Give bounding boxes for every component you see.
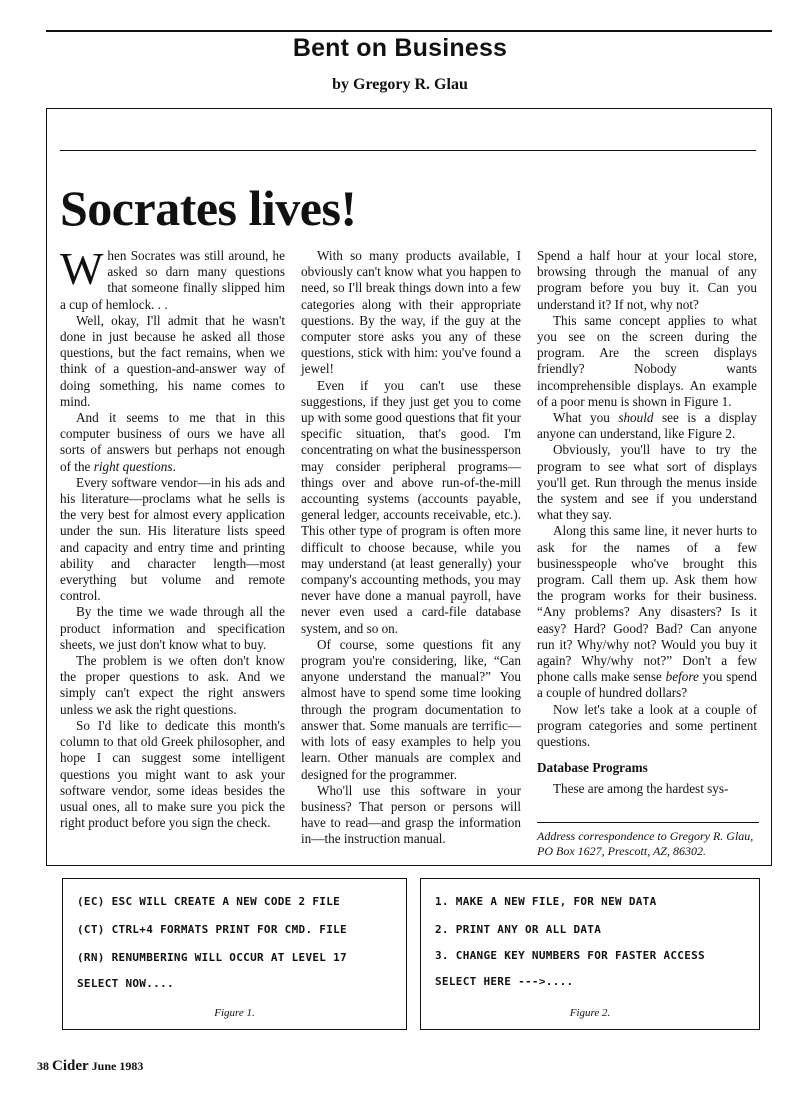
paragraph-text: Who'll use this software in your business? That person or persons will have to read—and grasp the information in—the instruction manual. bbox=[301, 782, 521, 847]
figure-2-box bbox=[420, 878, 760, 1030]
emphasis: before bbox=[665, 669, 699, 685]
paragraph bbox=[301, 248, 521, 378]
menu-line: 1. MAKE A NEW FILE, FOR NEW DATA bbox=[435, 895, 657, 908]
paragraph-tail: see is a display anyone can understand, like Figure 2. bbox=[537, 410, 757, 442]
top-rule bbox=[46, 30, 772, 32]
paragraph-text: Every software vendor—in his ads and his literature—proclams what he sells is the very best for almost every application under the sun. His literature lists speed and capacity and entry time and printing ability and character length—most everything but volume and remote control. bbox=[60, 474, 285, 604]
magazine-logo: Cider bbox=[52, 1058, 89, 1074]
emphasis: should bbox=[618, 410, 654, 426]
paragraph bbox=[537, 248, 757, 313]
paragraph: These are among the hardest sys- bbox=[553, 780, 729, 796]
paragraph bbox=[60, 243, 285, 313]
paragraph bbox=[60, 653, 285, 718]
paragraph bbox=[301, 378, 521, 637]
paragraph-text: And it seems to me that in this computer business of ours we have all sorts of answers but perhaps not enough of the bbox=[60, 410, 285, 474]
figure-2-caption: Figure 2. bbox=[569, 1007, 611, 1019]
column-title: Bent on Business bbox=[292, 34, 508, 62]
drop-cap: W bbox=[60, 243, 104, 294]
paragraph-text: With so many products available, I obviously can't know what you happen to need, so I'll break things down into a few categories along with their appropriate questions. By the way, if the guy at the computer store asks you any of these questions, stick with him: you've found a jewel! bbox=[301, 248, 521, 377]
paragraph-text: This same concept applies to what you see on the screen during the program. Are the screen displays friendly? Nobody wants incomprehensible displays. An example of a poor menu is shown in Figure 1. bbox=[537, 312, 757, 409]
paragraph bbox=[537, 523, 757, 701]
page-number: 38 bbox=[37, 1059, 49, 1073]
address-note: Address correspondence to Gregory R. Glau, PO Box 1627, Prescott, AZ, 86302. bbox=[537, 822, 759, 859]
issue-date: June 1983 bbox=[91, 1059, 144, 1073]
paragraph bbox=[537, 313, 757, 410]
menu-line: SELECT NOW.... bbox=[77, 977, 174, 990]
paragraph-text: Even if you can't use these suggestions, if they just get you to come up with some good questions that fit your specific situation, that's good. I'm concentrating on what the businessperson may consider peripheral programs—things over and above run-of-the-mill accounting systems (accounts payable, general ledger, accounts receivable, etc.). This other type of program is often more difficult to choose because, while you may understand (at least generally) your company's accounting methods, you may never have done a manual payroll, have never even used a card-file database system, and so on. bbox=[301, 377, 521, 636]
paragraph-text: Now let's take a look at a couple of program categories and some pertinent questions. bbox=[537, 701, 757, 750]
menu-line: 3. CHANGE KEY NUMBERS FOR FASTER ACCESS bbox=[435, 949, 705, 962]
paragraph-text: The problem is we often don't know the proper questions to ask. And we simply can't expect the right answers unless we ask the right questions. bbox=[60, 653, 285, 717]
figure-1-caption: Figure 1. bbox=[214, 1007, 255, 1019]
paragraph bbox=[60, 718, 285, 831]
section-subhead: Database Programs bbox=[537, 760, 648, 776]
figure-1-box bbox=[62, 878, 407, 1030]
paragraph bbox=[537, 702, 757, 751]
menu-line: 2. PRINT ANY OR ALL DATA bbox=[435, 923, 602, 936]
paragraph-text: Along this same line, it never hurts to ask for the names of a few businesspeople who've brought this program. Call them up. Ask them how the program works for their business. “Any problems? Any disasters? Is it easy? Hard? Good? Bad? Can anyone run it? Why/why not? Would you buy it again? Why/why not?” Don't a few phone calls make sense bbox=[537, 523, 757, 685]
paragraph bbox=[537, 442, 757, 523]
paragraph bbox=[60, 475, 285, 605]
paragraph-text: hen Socrates was still around, he asked so darn many questions that someone finally slipped him a cup of hemlock. . . bbox=[60, 248, 285, 312]
paragraph-text: By the time we wade through all the product information and specification sheets, we just don't know what to buy. bbox=[60, 604, 285, 652]
article-column-1 bbox=[60, 243, 285, 831]
article-column-3 bbox=[537, 248, 757, 797]
menu-line: SELECT HERE --->.... bbox=[435, 975, 574, 988]
paragraph bbox=[301, 783, 521, 848]
paragraph-text: Of course, some questions fit any program you're considering, like, “Can anyone understand the manual?” You almost have to spend some time looking through the program documentation to answer that. Some manuals are terrific—with lots of easy examples to help you learn. Other manuals are complex and designed for the programmer. bbox=[301, 636, 521, 782]
emphasis: right questions bbox=[93, 458, 173, 474]
byline: by Gregory R. Glau bbox=[332, 76, 468, 93]
paragraph-text: Spend a half hour at your local store, browsing through the manual of any program before you buy it. Can you understand it? If not, why not? bbox=[537, 248, 757, 312]
paragraph-tail: you spend a couple of hundred dollars? bbox=[537, 669, 757, 701]
paragraph bbox=[301, 637, 521, 783]
paragraph bbox=[60, 313, 285, 410]
paragraph bbox=[60, 604, 285, 653]
paragraph-text: Well, okay, I'll admit that he wasn't done in just because he asked all those questions, but the fact remains, when we think of a question-and-answer way of doing something, his name comes to mind. bbox=[60, 312, 285, 409]
menu-line: (CT) CTRL+4 FORMATS PRINT FOR CMD. FILE bbox=[77, 923, 347, 936]
paragraph-text: What you bbox=[553, 410, 619, 426]
paragraph bbox=[537, 410, 757, 442]
paragraph bbox=[60, 410, 285, 475]
menu-line: (EC) ESC WILL CREATE A NEW CODE 2 FILE bbox=[77, 895, 341, 908]
page-footer bbox=[37, 1058, 143, 1075]
paragraph-tail: . bbox=[172, 458, 176, 474]
paragraph-text: Obviously, you'll have to try the program to see what sort of displays you'll get. Run through the menus inside the system and see if you understand what they say. bbox=[537, 442, 757, 523]
article-column-2 bbox=[301, 248, 521, 848]
menu-line: (RN) RENUMBERING WILL OCCUR AT LEVEL 17 bbox=[77, 951, 347, 964]
headline-rule bbox=[60, 150, 756, 151]
paragraph-text: So I'd like to dedicate this month's column to that old Greek philosopher, and hope I can suggest some intelligent questions you might want to ask your software vendor, some ideas besides the usual ones, all to make sure you pick the right product before you sign the check. bbox=[60, 717, 285, 831]
headline: Socrates lives! bbox=[60, 180, 357, 236]
